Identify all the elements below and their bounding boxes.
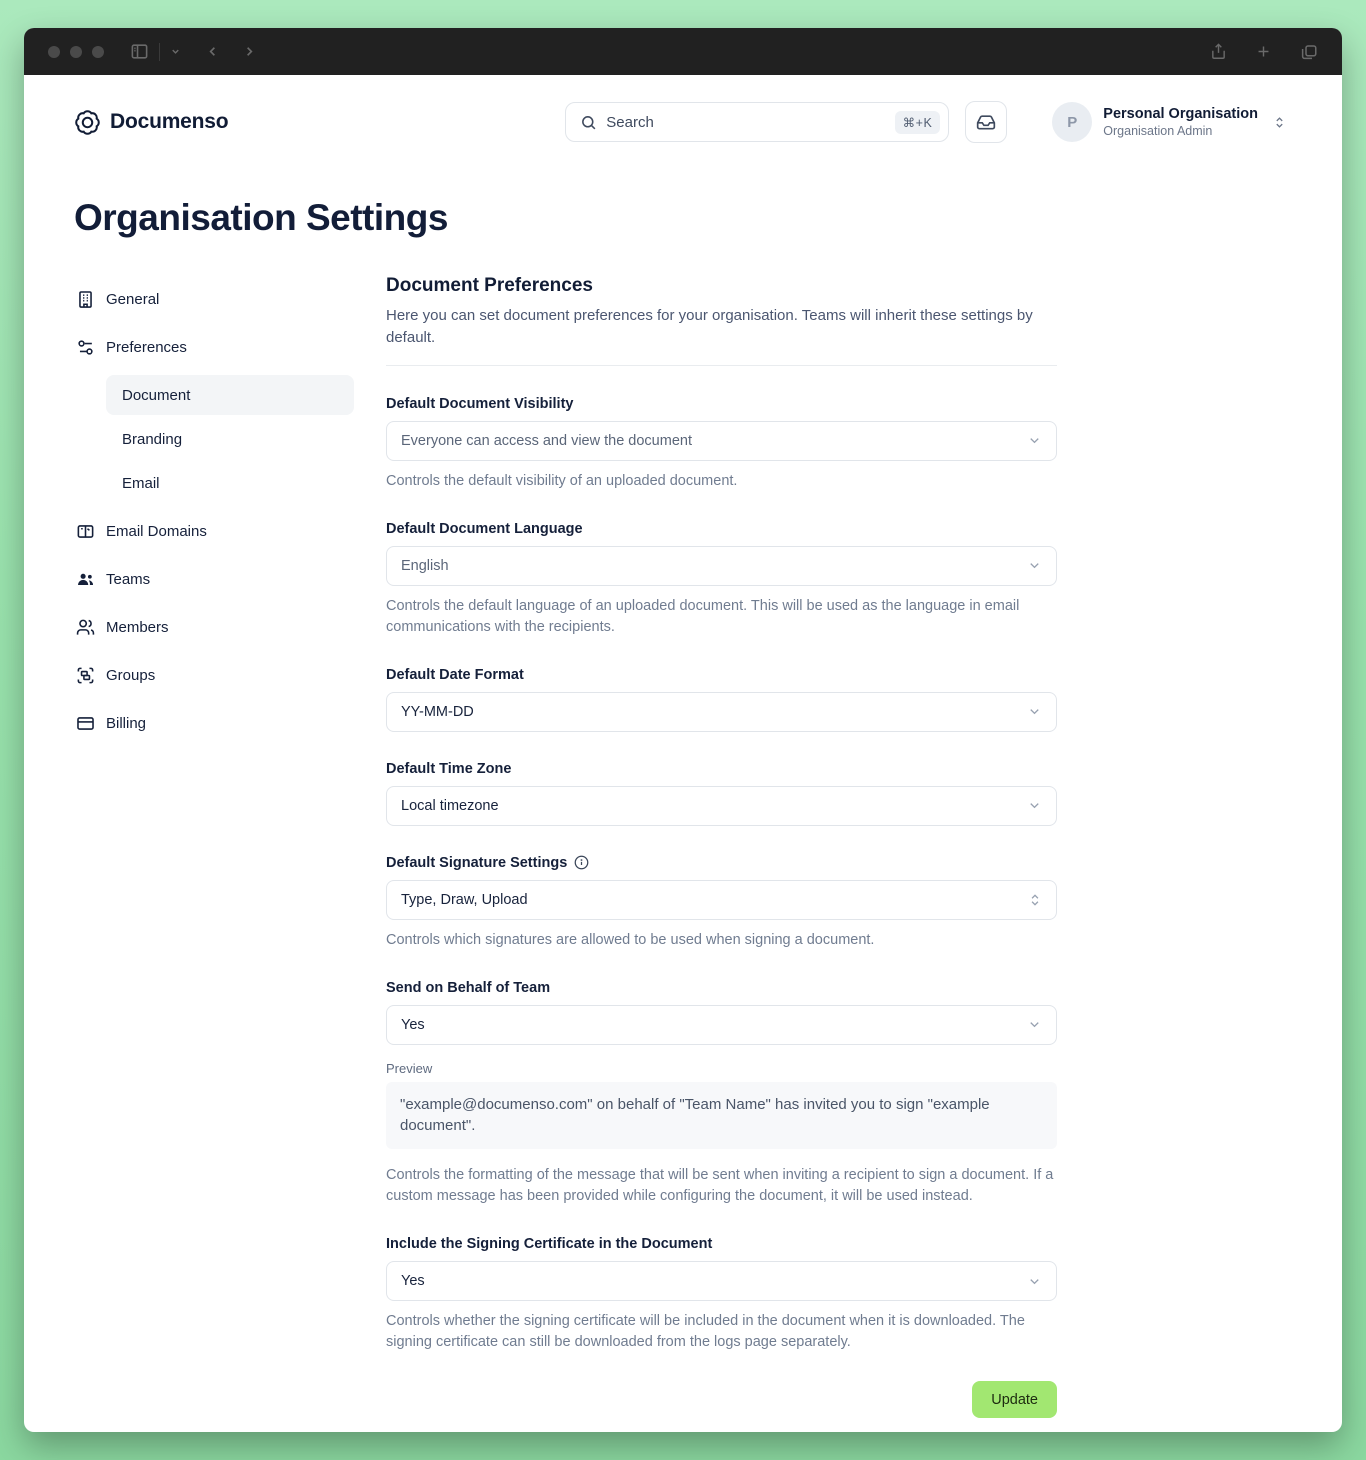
sidebar-item-label: Groups — [106, 666, 156, 684]
search-shortcut-badge: ⌘+K — [895, 111, 941, 134]
sidebar-item-label: Email — [122, 474, 160, 492]
field-helper: Controls the default visibility of an uploaded document. — [386, 472, 738, 489]
select-value: English — [401, 557, 449, 574]
field-helper: Controls whether the signing certificate will be included in the document when it is downloaded. The signing certificate can still be downloaded from the logs page separately. — [386, 1313, 1025, 1351]
document-preferences-panel — [386, 275, 1057, 1432]
select-value: Yes — [401, 1016, 425, 1033]
section-description: Here you can set document preferences for your organisation. Teams will inherit these settings by default. — [386, 307, 1033, 346]
field-label: Default Document Visibility — [386, 395, 574, 412]
field-default-document-language — [386, 521, 1057, 638]
search-input[interactable] — [606, 114, 885, 131]
select-value: Yes — [401, 1273, 425, 1290]
field-include-signing-certificate — [386, 1236, 1057, 1353]
default-date-format-select[interactable] — [386, 692, 1057, 732]
search-bar[interactable] — [565, 102, 949, 142]
include-signing-certificate-select[interactable] — [386, 1261, 1057, 1301]
inbox-icon — [976, 112, 996, 132]
field-default-document-visibility — [386, 396, 1057, 492]
chevron-down-icon — [1027, 433, 1042, 448]
field-label: Default Time Zone — [386, 760, 512, 777]
chevron-down-icon — [1027, 704, 1042, 719]
brand-name: Documenso — [110, 110, 229, 133]
field-default-signature-settings — [386, 855, 1057, 951]
chevrons-up-down-icon — [1028, 893, 1042, 907]
field-label: Include the Signing Certificate in the Document — [386, 1236, 713, 1253]
account-menu[interactable] — [1052, 102, 1286, 142]
sidebar-item-branding[interactable] — [106, 419, 354, 459]
browser-window — [24, 28, 1342, 1432]
section-title: Document Preferences — [386, 275, 593, 296]
sliders-icon — [76, 338, 95, 357]
select-value: Local timezone — [401, 797, 499, 814]
sidebar-item-label: Teams — [106, 570, 151, 588]
sidebar-item-groups[interactable] — [74, 651, 354, 699]
page-title: Organisation Settings — [74, 197, 448, 238]
select-value: YY-MM-DD — [401, 703, 474, 720]
group-icon — [76, 666, 95, 685]
default-time-zone-select[interactable] — [386, 786, 1057, 826]
sidebar-item-label: Document — [122, 386, 191, 404]
app-header — [24, 75, 1342, 143]
sidebar-item-billing[interactable] — [74, 699, 354, 747]
zoom-window-button[interactable] — [92, 46, 104, 58]
titlebar-divider — [159, 43, 160, 61]
back-icon[interactable] — [201, 40, 224, 63]
sidebar-item-document[interactable] — [106, 375, 354, 415]
preview-box: "example@documenso.com" on behalf of "Team Name" has invited you to sign "example document". — [386, 1082, 1057, 1150]
brand-logo[interactable] — [74, 109, 228, 136]
chevron-down-icon — [1027, 1274, 1042, 1289]
field-label: Default Document Language — [386, 520, 583, 537]
close-window-button[interactable] — [48, 46, 60, 58]
sidebar-item-label: Branding — [122, 430, 183, 448]
tab-overview-icon[interactable] — [1296, 39, 1322, 65]
default-document-language-select[interactable] — [386, 546, 1057, 586]
default-document-visibility-select[interactable] — [386, 421, 1057, 461]
sidebar-item-general[interactable] — [74, 275, 354, 323]
settings-nav — [74, 275, 354, 1432]
inbox-button[interactable] — [965, 101, 1007, 143]
field-helper: Controls the formatting of the message that will be sent when inviting a recipient to sign a document. If a custom message has been provided while configuring the document, it will be used instead. — [386, 1167, 1054, 1205]
share-icon[interactable] — [1206, 39, 1231, 64]
field-helper: Controls the default language of an uploaded document. This will be used as the language in email communications with the recipients. — [386, 597, 1020, 635]
update-button[interactable]: Update — [972, 1381, 1057, 1418]
sidebar-item-label: Preferences — [106, 338, 187, 356]
new-tab-icon[interactable] — [1251, 39, 1276, 64]
sidebar-item-teams[interactable] — [74, 555, 354, 603]
chevron-down-icon — [1027, 1017, 1042, 1032]
field-send-on-behalf-of-team — [386, 980, 1057, 1208]
sidebar-item-label: Email Domains — [106, 522, 207, 540]
field-default-time-zone — [386, 761, 1057, 826]
chevrons-up-down-icon — [1273, 116, 1286, 129]
field-label: Send on Behalf of Team — [386, 979, 551, 996]
account-role: Organisation Admin — [1103, 123, 1213, 138]
sidebar-item-members[interactable] — [74, 603, 354, 651]
avatar: P — [1052, 102, 1092, 142]
minimize-window-button[interactable] — [70, 46, 82, 58]
field-label: Default Signature Settings — [386, 854, 568, 871]
default-signature-settings-select[interactable] — [386, 880, 1057, 920]
sidebar-toggle-icon[interactable] — [126, 38, 153, 65]
chevron-down-icon — [1027, 558, 1042, 573]
sidebar-item-email-domains[interactable] — [74, 507, 354, 555]
users-icon — [76, 618, 95, 637]
credit-card-icon — [76, 714, 95, 733]
building-icon — [76, 290, 95, 309]
select-value: Everyone can access and view the document — [401, 432, 692, 449]
browser-titlebar — [24, 28, 1342, 75]
section-divider — [386, 365, 1057, 366]
window-controls — [48, 46, 104, 58]
preview-label: Preview — [386, 1060, 433, 1076]
tab-group-chevron-icon[interactable] — [166, 42, 185, 61]
search-icon — [580, 114, 597, 131]
sidebar-item-preferences[interactable] — [74, 323, 354, 371]
account-name: Personal Organisation — [1103, 105, 1258, 122]
field-label: Default Date Format — [386, 666, 524, 683]
sidebar-item-label: General — [106, 290, 160, 308]
field-default-date-format — [386, 667, 1057, 732]
info-icon[interactable] — [574, 855, 589, 870]
send-on-behalf-select[interactable] — [386, 1005, 1057, 1045]
sidebar-item-label: Billing — [106, 714, 147, 732]
users-filled-icon — [76, 570, 95, 589]
forward-icon[interactable] — [238, 40, 261, 63]
documenso-logo-icon — [74, 109, 101, 136]
field-helper: Controls which signatures are allowed to be used when signing a document. — [386, 931, 875, 948]
sidebar-item-email[interactable] — [106, 463, 354, 503]
open-book-icon — [76, 522, 95, 541]
chevron-down-icon — [1027, 798, 1042, 813]
sidebar-item-label: Members — [106, 618, 169, 636]
select-value: Type, Draw, Upload — [401, 891, 528, 908]
